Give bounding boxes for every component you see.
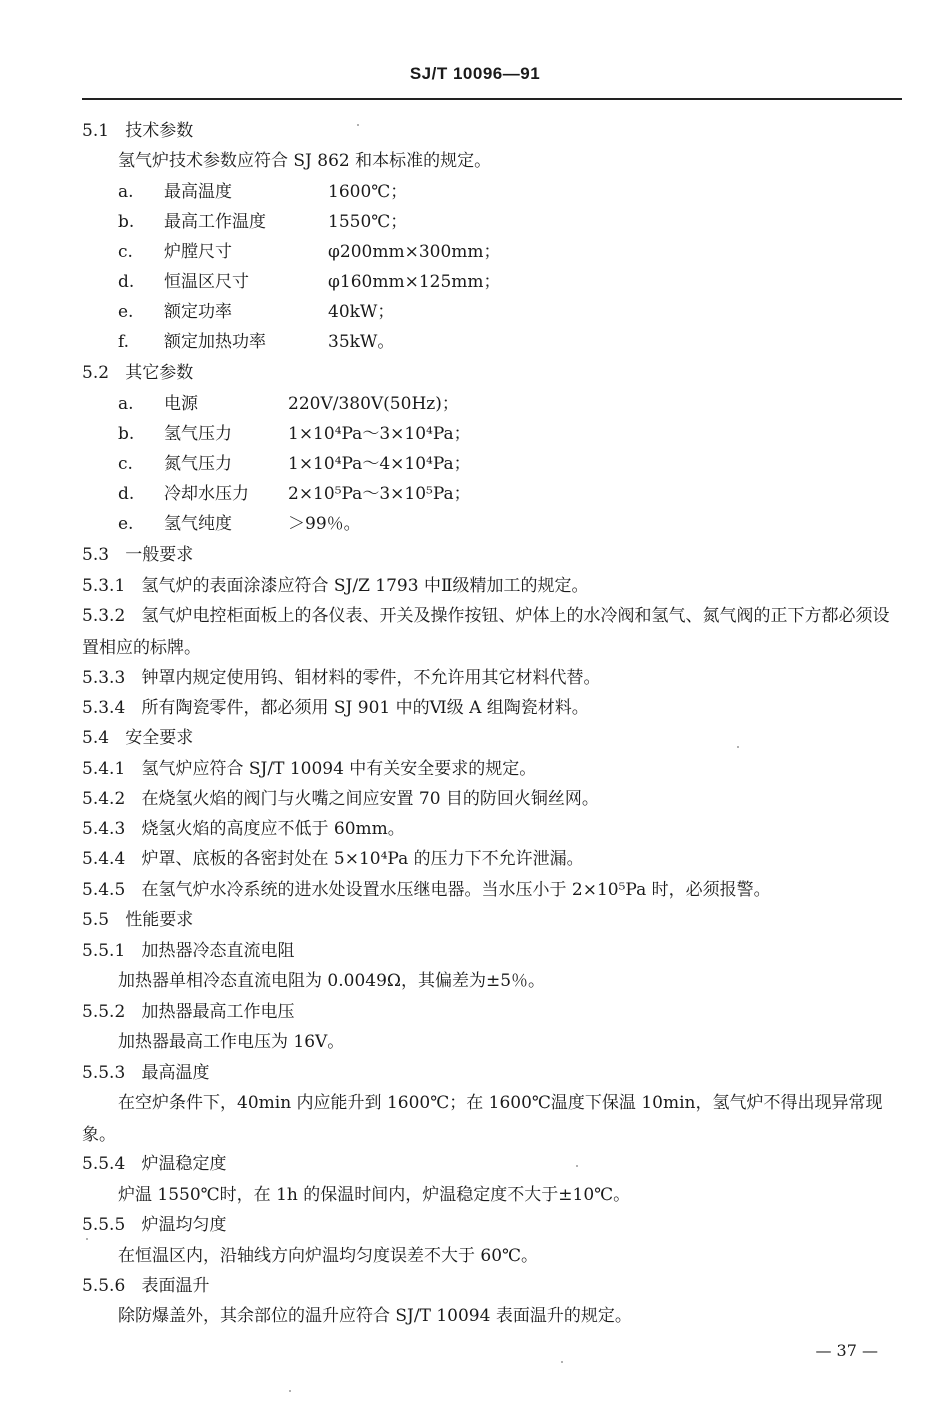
param-item: a. 最高温度 1600℃； (118, 182, 408, 202)
page-number: — 37 — (815, 1341, 878, 1360)
param-item: a. 电源 220V/380V(50Hz)； (118, 394, 459, 414)
section-5-5-heading: 5.5 性能要求 (82, 910, 194, 930)
document-number-header: SJ/T 10096—91 (409, 64, 541, 83)
param-item: f. 额定加热功率 35kW。 (118, 332, 395, 352)
clause-5-3-3: 5.3.3 钟罩内规定使用钨、钼材料的零件，不允许用其它材料代替。 (82, 668, 601, 688)
scan-speck (561, 1361, 563, 1363)
param-item: c. 炉膛尺寸 φ200mm×300mm； (118, 242, 501, 262)
clause-5-5-5-text: 在恒温区内，沿轴线方向炉温均匀度误差不大于 60℃。 (118, 1246, 539, 1266)
param-item: e. 氢气纯度 ＞99％。 (118, 514, 361, 534)
clause-5-5-4-text: 炉温 1550℃时，在 1h 的保温时间内，炉温稳定度不大于±10℃。 (118, 1185, 631, 1205)
clause-5-5-2-text: 加热器最高工作电压为 16V。 (118, 1032, 345, 1052)
param-item: e. 额定功率 40kW； (118, 302, 395, 322)
clause-5-4-4: 5.4.4 炉罩、底板的各密封处在 5×10⁴Pa 的压力下不允许泄漏。 (82, 849, 584, 869)
clause-5-3-1: 5.3.1 氢气炉的表面涂漆应符合 SJ/Z 1793 中Ⅱ级精加工的规定。 (82, 576, 589, 596)
clause-5-5-6-title: 5.5.6 表面温升 (82, 1276, 210, 1296)
section-5-3-heading: 5.3 一般要求 (82, 545, 194, 565)
scan-speck (86, 1238, 88, 1240)
clause-5-3-4: 5.3.4 所有陶瓷零件，都必须用 SJ 901 中的Ⅵ级 A 组陶瓷材料。 (82, 698, 589, 718)
scan-speck (289, 1390, 291, 1392)
param-item: b. 氢气压力 1×10⁴Pa～3×10⁴Pa； (118, 424, 471, 444)
section-title: 技术参数 (125, 121, 194, 141)
clause-5-5-3-title: 5.5.3 最高温度 (82, 1063, 210, 1083)
clause-5-5-6-text: 除防爆盖外，其余部位的温升应符合 SJ/T 10094 表面温升的规定。 (118, 1306, 632, 1326)
clause-5-5-1-title: 5.5.1 加热器冷态直流电阻 (82, 941, 295, 961)
clause-5-3-2: 5.3.2 氢气炉电控柜面板上的各仪表、开关及操作按钮、炉体上的水冷阀和氢气、氮气阀的正下方都必须设置相应的标牌。 (82, 606, 890, 658)
param-item: b. 最高工作温度 1550℃； (118, 212, 408, 232)
clause-5-5-2-title: 5.5.2 加热器最高工作电压 (82, 1002, 295, 1022)
clause-5-5-3-text: 在空炉条件下，40min 内应能升到 1600℃；在 1600℃温度下保温 10min，氢气炉不得出现异常现象。 (82, 1093, 883, 1145)
clause-5-4-3: 5.4.3 烧氢火焰的高度应不低于 60mm。 (82, 819, 405, 839)
clause-5-4-2: 5.4.2 在烧氢火焰的阀门与火嘴之间应安置 70 目的防回火铜丝网。 (82, 789, 599, 809)
clause-5-5-5-title: 5.5.5 炉温均匀度 (82, 1215, 227, 1235)
param-item: d. 恒温区尺寸 φ160mm×125mm； (118, 272, 501, 292)
clause-5-5-1-text: 加热器单相冷态直流电阻为 0.0049Ω，其偏差为±5％。 (118, 971, 546, 991)
clause-5-4-5: 5.4.5 在氢气炉水冷系统的进水处设置水压继电器。当水压小于 2×10⁵Pa 时，必须报警。 (82, 880, 771, 900)
param-item: d. 冷却水压力 2×10⁵Pa～3×10⁵Pa； (118, 484, 471, 504)
scan-speck (576, 1165, 578, 1167)
param-item: c. 氮气压力 1×10⁴Pa～4×10⁴Pa； (118, 454, 471, 474)
section-number: 5.1 (82, 121, 110, 141)
section-5-4-heading: 5.4 安全要求 (82, 728, 194, 748)
scan-speck (357, 124, 359, 126)
header-rule (82, 98, 902, 100)
scan-speck (737, 746, 739, 748)
section-5-2-heading: 5.2 其它参数 (82, 363, 194, 383)
section-5-1-intro: 氢气炉技术参数应符合 SJ 862 和本标准的规定。 (118, 151, 492, 171)
clause-5-5-4-title: 5.5.4 炉温稳定度 (82, 1154, 227, 1174)
clause-5-4-1: 5.4.1 氢气炉应符合 SJ/T 10094 中有关安全要求的规定。 (82, 759, 537, 779)
section-5-1-heading (82, 120, 193, 142)
